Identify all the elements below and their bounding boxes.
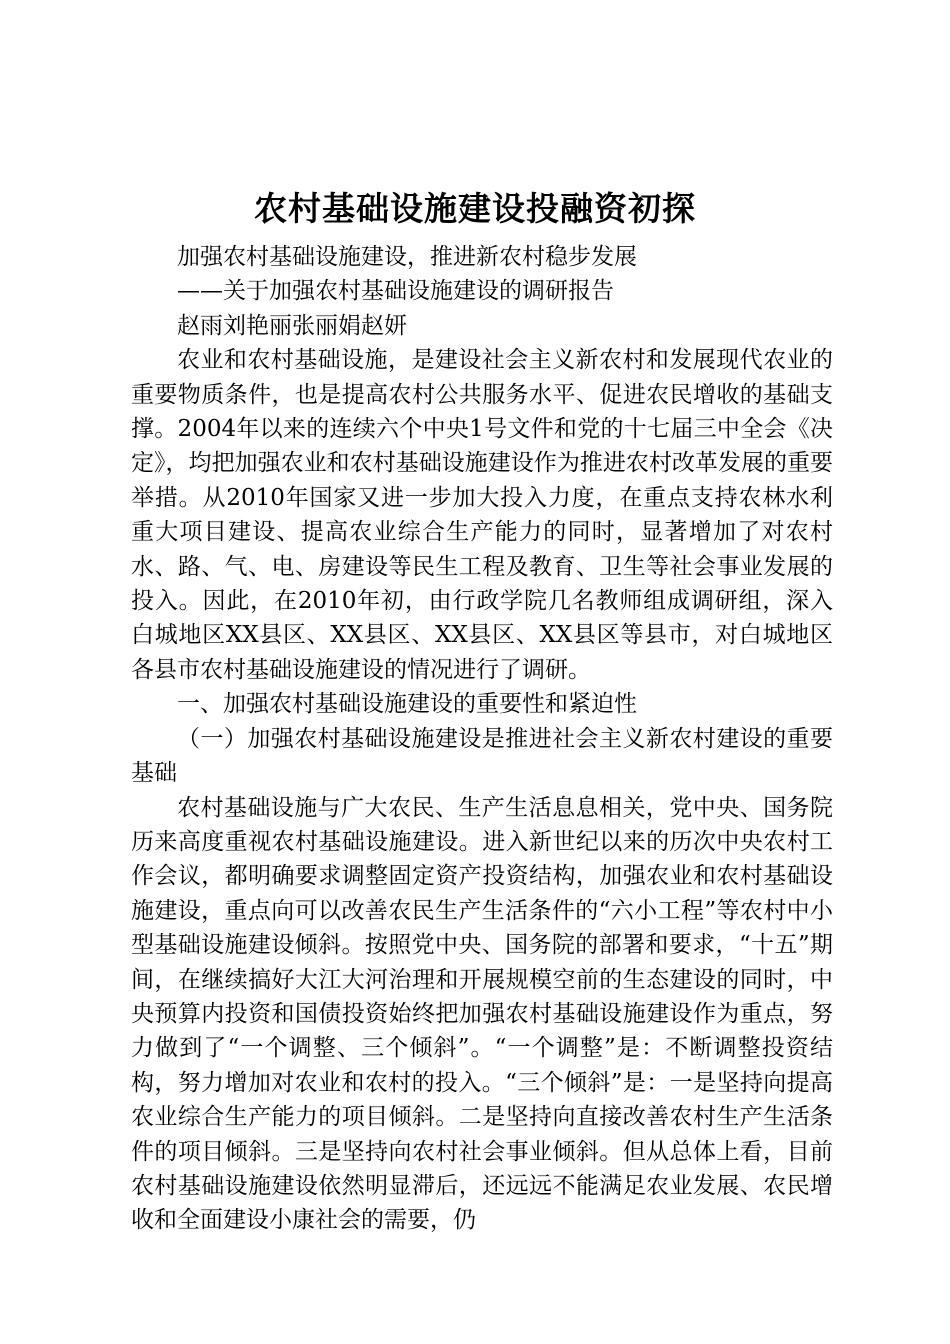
subtitle-report: ——关于加强农村基础设施建设的调研报告 [177, 278, 614, 305]
paragraph-intro: 农业和农村基础设施，是建设社会主义新农村和发展现代农业的重要物质条件，也是提高农村公共服务水平、促进农民增收的基础支撑。2004年以来的连续六个中央1号文件和党的十七届三中全会《决定》，均把加强农业和农村基础设施建设作为推进农村改革发展的重要举措。从2010年国家又进一步加大投入力度，在重点支持农林水利重大项目建设、提高农业综合生产能力的同时，显著增加了对农村水、路、气、电、房建设等民生工程及教育、卫生等社会事业发展的投入。因此，在2010年初，由行政学院几名教师组成调研组，深入白城地区XX县区、XX县区、XX县区、XX县区等县市，对白城地区各县市农村基础设施建设的情况进行了调研。 [131, 347, 833, 683]
section-heading: 一、加强农村基础设施建设的重要性和紧迫性 [177, 691, 637, 718]
document-body [131, 240, 833, 1238]
paragraph-body: 农村基础设施与广大农民、生产生活息息相关，党中央、国务院历来高度重视农村基础设施建设。进入新世纪以来的历次中央农村工作会议，都明确要求调整固定资产投资结构，加强农业和农村基础设施建设，重点向可以改善农民生产生活条件的“六小工程”等农村中小型基础设施建设倾斜。按照党中央、国务院的部署和要求，“十五”期间，在继续搞好大江大河治理和开展规模空前的生态建设的同时，中央预算内投资和国债投资始终把加强农村基础设施建设作为重点，努力做到了“一个调整、三个倾斜”。“一个调整”是：不断调整投资结构，努力增加对农业和农村的投入。“三个倾斜”是：一是坚持向提高农业综合生产能力的项目倾斜。二是坚持向直接改善农村生产生活条件的项目倾斜。三是坚持向农村社会事业倾斜。但从总体上看，目前农村基础设施建设依然明显滞后，还远远不能满足农业发展、农民增收和全面建设小康社会的需要，仍 [131, 794, 833, 1234]
subsection-heading: （一）加强农村基础设施建设是推进社会主义新农村建设的重要基础 [131, 725, 833, 787]
subtitle: 加强农村基础设施建设，推进新农村稳步发展 [177, 244, 637, 270]
document-title: 农村基础设施建设投融资初探 [254, 189, 696, 228]
author-line: 赵雨刘艳丽张丽娟赵妍 [177, 312, 407, 339]
